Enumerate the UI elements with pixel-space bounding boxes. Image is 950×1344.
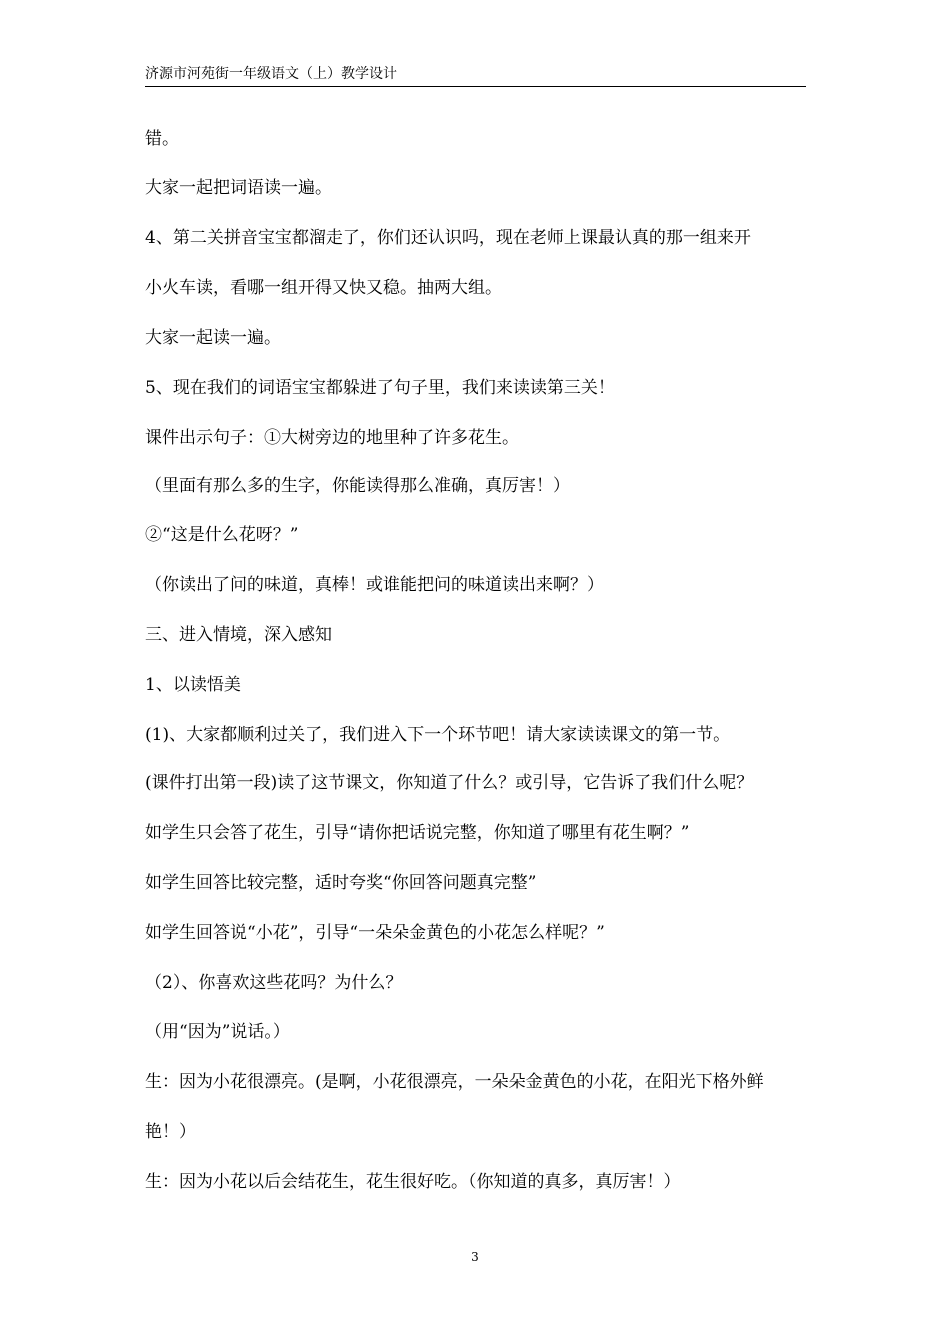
page-number: 3 <box>471 1250 479 1264</box>
page-header <box>145 64 806 87</box>
body-line: 生：因为小花以后会结花生，花生很好吃。（你知道的真多，真厉害！） <box>145 1172 681 1192</box>
body-line: 5、现在我们的词语宝宝都躲进了句子里，我们来读读第三关！ <box>145 378 615 398</box>
body-line: 大家一起读一遍。 <box>145 328 281 348</box>
body-line: 生：因为小花很漂亮。(是啊，小花很漂亮，一朵朵金黄色的小花，在阳光下格外鲜 <box>145 1072 764 1092</box>
header-title: 济源市河苑街一年级语文（上）教学设计 <box>145 66 397 82</box>
body-line: 艳！） <box>145 1122 196 1142</box>
body-line: (1)、大家都顺利过关了，我们进入下一个环节吧！请大家读读课文的第一节。 <box>145 725 731 745</box>
body-line: （你读出了问的味道，真棒！或谁能把问的味道读出来啊？） <box>145 575 604 595</box>
body-line: (课件打出第一段)读了这节课文，你知道了什么？或引导，它告诉了我们什么呢？ <box>145 773 754 793</box>
body-line: 如学生只会答了花生，引导“请你把话说完整，你知道了哪里有花生啊？” <box>145 823 690 843</box>
body-line: 大家一起把词语读一遍。 <box>145 178 332 198</box>
body-line: （用“因为”说话。） <box>145 1022 290 1042</box>
body-line: 如学生回答说“小花”，引导“一朵朵金黄色的小花怎么样呢？” <box>145 923 605 943</box>
body-line: 如学生回答比较完整，适时夸奖“你回答问题真完整” <box>145 873 537 893</box>
body-line: （里面有那么多的生字，你能读得那么准确，真厉害！） <box>145 476 570 496</box>
body-line: 错。 <box>145 129 179 149</box>
section-heading: 三、进入情境，深入感知 <box>145 625 332 645</box>
body-line: 课件出示句子：①大树旁边的地里种了许多花生。 <box>145 428 519 448</box>
body-line: 小火车读，看哪一组开得又快又稳。抽两大组。 <box>145 278 502 298</box>
subsection-heading: 1、以读悟美 <box>145 675 241 695</box>
body-line: 4、第二关拼音宝宝都溜走了，你们还认识吗，现在老师上课最认真的那一组来开 <box>145 228 751 248</box>
body-line: （2）、你喜欢这些花吗？为什么？ <box>145 973 403 993</box>
body-line: ②“这是什么花呀？” <box>145 525 299 545</box>
